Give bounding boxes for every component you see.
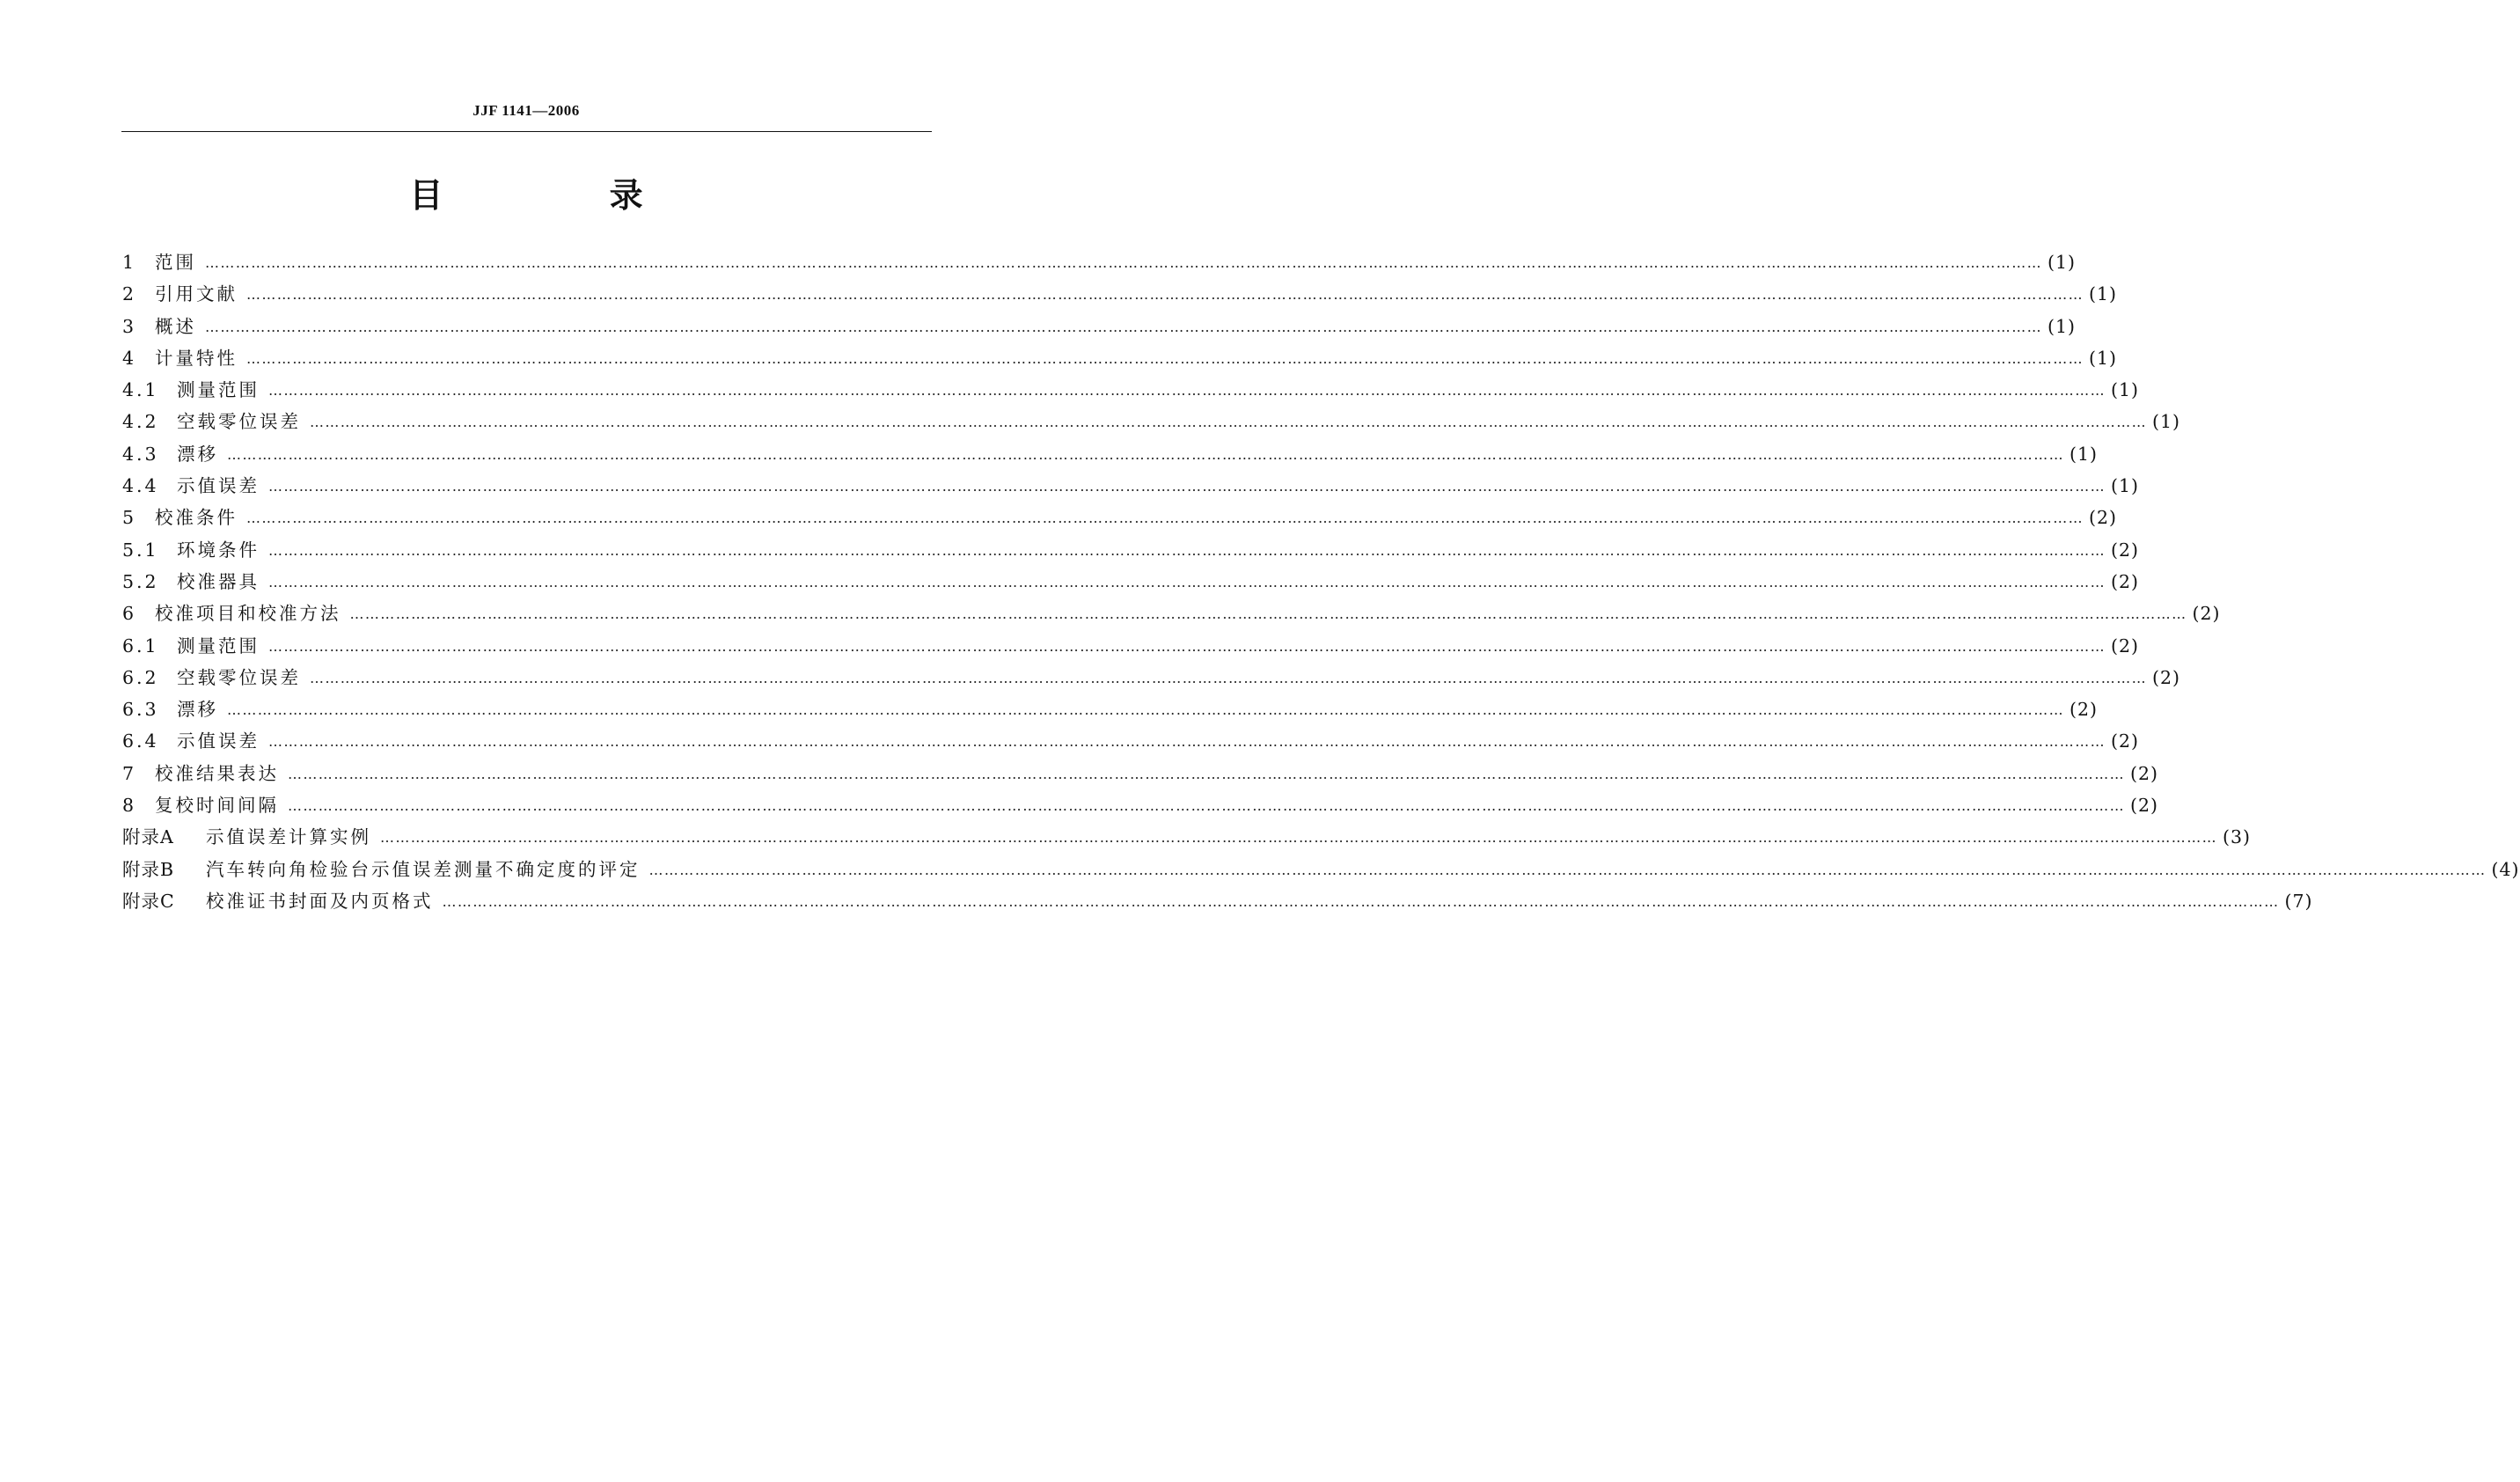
toc-entry-page: (2): [2111, 539, 2140, 561]
toc-entry-title: 测量范围: [177, 379, 260, 401]
toc-entry[interactable]: [122, 567, 2140, 598]
toc-entry-page: (2): [2069, 699, 2099, 721]
toc-entry-title: 漂移: [177, 699, 218, 721]
toc-entry[interactable]: [122, 407, 2181, 438]
toc-entry-number: 4.2: [122, 411, 159, 433]
toc-entry-title: 示值误差: [177, 730, 260, 752]
toc-entry-page: (1): [2048, 252, 2077, 273]
toc-entry-number: 1: [122, 252, 137, 273]
toc-dot-leader: ………………………………………………………………………………………………………………………………………………………………………………………………………………………………………………………………………………………………………………………………: [246, 349, 2084, 367]
toc-entry-page: (2): [2152, 666, 2181, 688]
toc-entry-number: 附录C: [122, 890, 175, 912]
document-code-header: JJF 1141—2006: [472, 102, 580, 119]
toc-entry-number: 附录A: [122, 826, 174, 848]
toc-entry[interactable]: [122, 375, 2140, 407]
toc-entry-title: 复校时间间隔: [155, 795, 279, 817]
toc-entry-page: (2): [2089, 507, 2118, 529]
toc-dot-leader: ………………………………………………………………………………………………………………………………………………………………………………………………………………………………………………………………………………………………………………………………: [648, 861, 2487, 878]
toc-entry-number: 附录B: [122, 858, 175, 880]
toc-entry-page: (1): [2089, 347, 2118, 369]
toc-entry-page: (2): [2130, 762, 2159, 784]
toc-entry-title: 示值误差: [177, 475, 260, 497]
toc-entry-number: 3: [122, 315, 137, 337]
toc-entry-title: 示值误差计算实例: [206, 826, 371, 848]
toc-entry-number: 5.1: [122, 539, 159, 561]
toc-entry[interactable]: [122, 726, 2140, 758]
toc-entry-title: 汽车转向角检验台示值误差测量不确定度的评定: [206, 858, 641, 880]
toc-entry-number: 5.2: [122, 570, 159, 592]
toc-entry[interactable]: [122, 503, 2118, 534]
toc-dot-leader: ………………………………………………………………………………………………………………………………………………………………………………………………………………………………………………………………………………………………………………………………: [268, 573, 2106, 591]
toc-entry[interactable]: [122, 631, 2140, 663]
toc-entry-title: 校准器具: [177, 570, 260, 592]
toc-entry-title: 空载零位误差: [177, 666, 301, 688]
toc-entry-page: (2): [2111, 635, 2140, 657]
toc-entry-title: 概述: [155, 315, 196, 337]
toc-entry-title: 漂移: [177, 443, 218, 465]
toc-dot-leader: ………………………………………………………………………………………………………………………………………………………………………………………………………………………………………………………………………………………………………………………………: [205, 254, 2042, 271]
toc-entry-page: (2): [2192, 603, 2221, 625]
toc-dot-leader: ………………………………………………………………………………………………………………………………………………………………………………………………………………………………………………………………………………………………………………………………: [205, 318, 2042, 335]
toc-entry-number: 4.1: [122, 379, 159, 401]
table-of-contents: [122, 247, 2520, 918]
toc-entry-page: (1): [2089, 283, 2118, 305]
toc-dot-leader: ………………………………………………………………………………………………………………………………………………………………………………………………………………………………………………………………………………………………………………………………: [349, 605, 2187, 623]
toc-entry-title: 校准结果表达: [155, 762, 279, 784]
toc-entry[interactable]: [122, 855, 2520, 886]
toc-entry-page: (7): [2284, 890, 2313, 912]
toc-entry[interactable]: [122, 694, 2099, 726]
toc-dot-leader: ………………………………………………………………………………………………………………………………………………………………………………………………………………………………………………………………………………………………………………………………: [227, 701, 2064, 719]
toc-entry-number: 2: [122, 283, 137, 305]
toc-dot-leader: ………………………………………………………………………………………………………………………………………………………………………………………………………………………………………………………………………………………………………………………………: [246, 510, 2084, 527]
toc-entry-page: (1): [2111, 475, 2140, 497]
toc-dot-leader: ………………………………………………………………………………………………………………………………………………………………………………………………………………………………………………………………………………………………………………………………: [288, 797, 2125, 815]
toc-entry[interactable]: [122, 279, 2118, 311]
toc-entry-title: 环境条件: [177, 539, 260, 561]
toc-entry[interactable]: [122, 343, 2118, 375]
toc-dot-leader: ………………………………………………………………………………………………………………………………………………………………………………………………………………………………………………………………………………………………………………………………: [310, 414, 2147, 431]
toc-entry-page: (1): [2111, 379, 2140, 401]
toc-entry-page: (1): [2069, 443, 2099, 465]
toc-entry-title: 引用文献: [155, 283, 238, 305]
toc-entry-page: (4): [2491, 858, 2520, 880]
toc-entry-title: 校准条件: [155, 507, 238, 529]
toc-entry[interactable]: [122, 471, 2140, 503]
toc-entry-page: (3): [2223, 826, 2252, 848]
toc-dot-leader: ………………………………………………………………………………………………………………………………………………………………………………………………………………………………………………………………………………………………………………………………: [442, 892, 2280, 910]
toc-entry-title: 空载零位误差: [177, 411, 301, 433]
toc-entry-title: 范围: [155, 252, 196, 273]
toc-entry-number: 6.3: [122, 699, 159, 721]
toc-entry[interactable]: [122, 598, 2221, 630]
toc-dot-leader: ………………………………………………………………………………………………………………………………………………………………………………………………………………………………………………………………………………………………………………………………: [310, 669, 2147, 686]
toc-entry-page: (2): [2111, 570, 2140, 592]
toc-entry[interactable]: [122, 535, 2140, 567]
toc-entry-number: 8: [122, 795, 137, 817]
toc-entry[interactable]: [122, 312, 2077, 343]
toc-dot-leader: ………………………………………………………………………………………………………………………………………………………………………………………………………………………………………………………………………………………………………………………………: [380, 829, 2217, 847]
toc-entry[interactable]: [122, 439, 2099, 471]
toc-entry-number: 4: [122, 347, 137, 369]
toc-dot-leader: ………………………………………………………………………………………………………………………………………………………………………………………………………………………………………………………………………………………………………………………………: [268, 637, 2106, 655]
toc-dot-leader: ………………………………………………………………………………………………………………………………………………………………………………………………………………………………………………………………………………………………………………………………: [268, 541, 2106, 559]
toc-entry-page: (2): [2130, 795, 2159, 817]
toc-entry[interactable]: [122, 247, 2077, 279]
toc-entry-number: 7: [122, 762, 137, 784]
toc-entry[interactable]: [122, 886, 2313, 918]
toc-entry-number: 6.2: [122, 666, 159, 688]
toc-entry[interactable]: [122, 822, 2252, 854]
toc-entry-page: (1): [2152, 411, 2181, 433]
toc-entry-title: 测量范围: [177, 635, 260, 657]
toc-entry-number: 4.4: [122, 475, 159, 497]
toc-entry-number: 4.3: [122, 443, 159, 465]
toc-entry-number: 5: [122, 507, 137, 529]
toc-entry-title: 校准证书封面及内页格式: [206, 890, 434, 912]
toc-dot-leader: ………………………………………………………………………………………………………………………………………………………………………………………………………………………………………………………………………………………………………………………………: [227, 445, 2064, 463]
toc-entry-number: 6.1: [122, 635, 159, 657]
toc-entry-number: 6.4: [122, 730, 159, 752]
toc-entry[interactable]: [122, 790, 2159, 822]
toc-entry[interactable]: [122, 759, 2159, 790]
header-rule: [121, 131, 932, 132]
toc-entry[interactable]: [122, 663, 2181, 694]
toc-entry-title: 校准项目和校准方法: [155, 603, 341, 625]
toc-dot-leader: ………………………………………………………………………………………………………………………………………………………………………………………………………………………………………………………………………………………………………………………………: [268, 382, 2106, 400]
toc-dot-leader: ………………………………………………………………………………………………………………………………………………………………………………………………………………………………………………………………………………………………………………………………: [268, 478, 2106, 495]
toc-entry-page: (2): [2111, 730, 2140, 752]
toc-dot-leader: ………………………………………………………………………………………………………………………………………………………………………………………………………………………………………………………………………………………………………………………………: [288, 765, 2125, 782]
toc-entry-title: 计量特性: [155, 347, 238, 369]
toc-entry-page: (1): [2048, 315, 2077, 337]
page-title: 目 录: [409, 176, 721, 215]
toc-dot-leader: ………………………………………………………………………………………………………………………………………………………………………………………………………………………………………………………………………………………………………………………………: [268, 733, 2106, 751]
toc-dot-leader: ………………………………………………………………………………………………………………………………………………………………………………………………………………………………………………………………………………………………………………………………: [246, 286, 2084, 304]
toc-entry-number: 6: [122, 603, 137, 625]
